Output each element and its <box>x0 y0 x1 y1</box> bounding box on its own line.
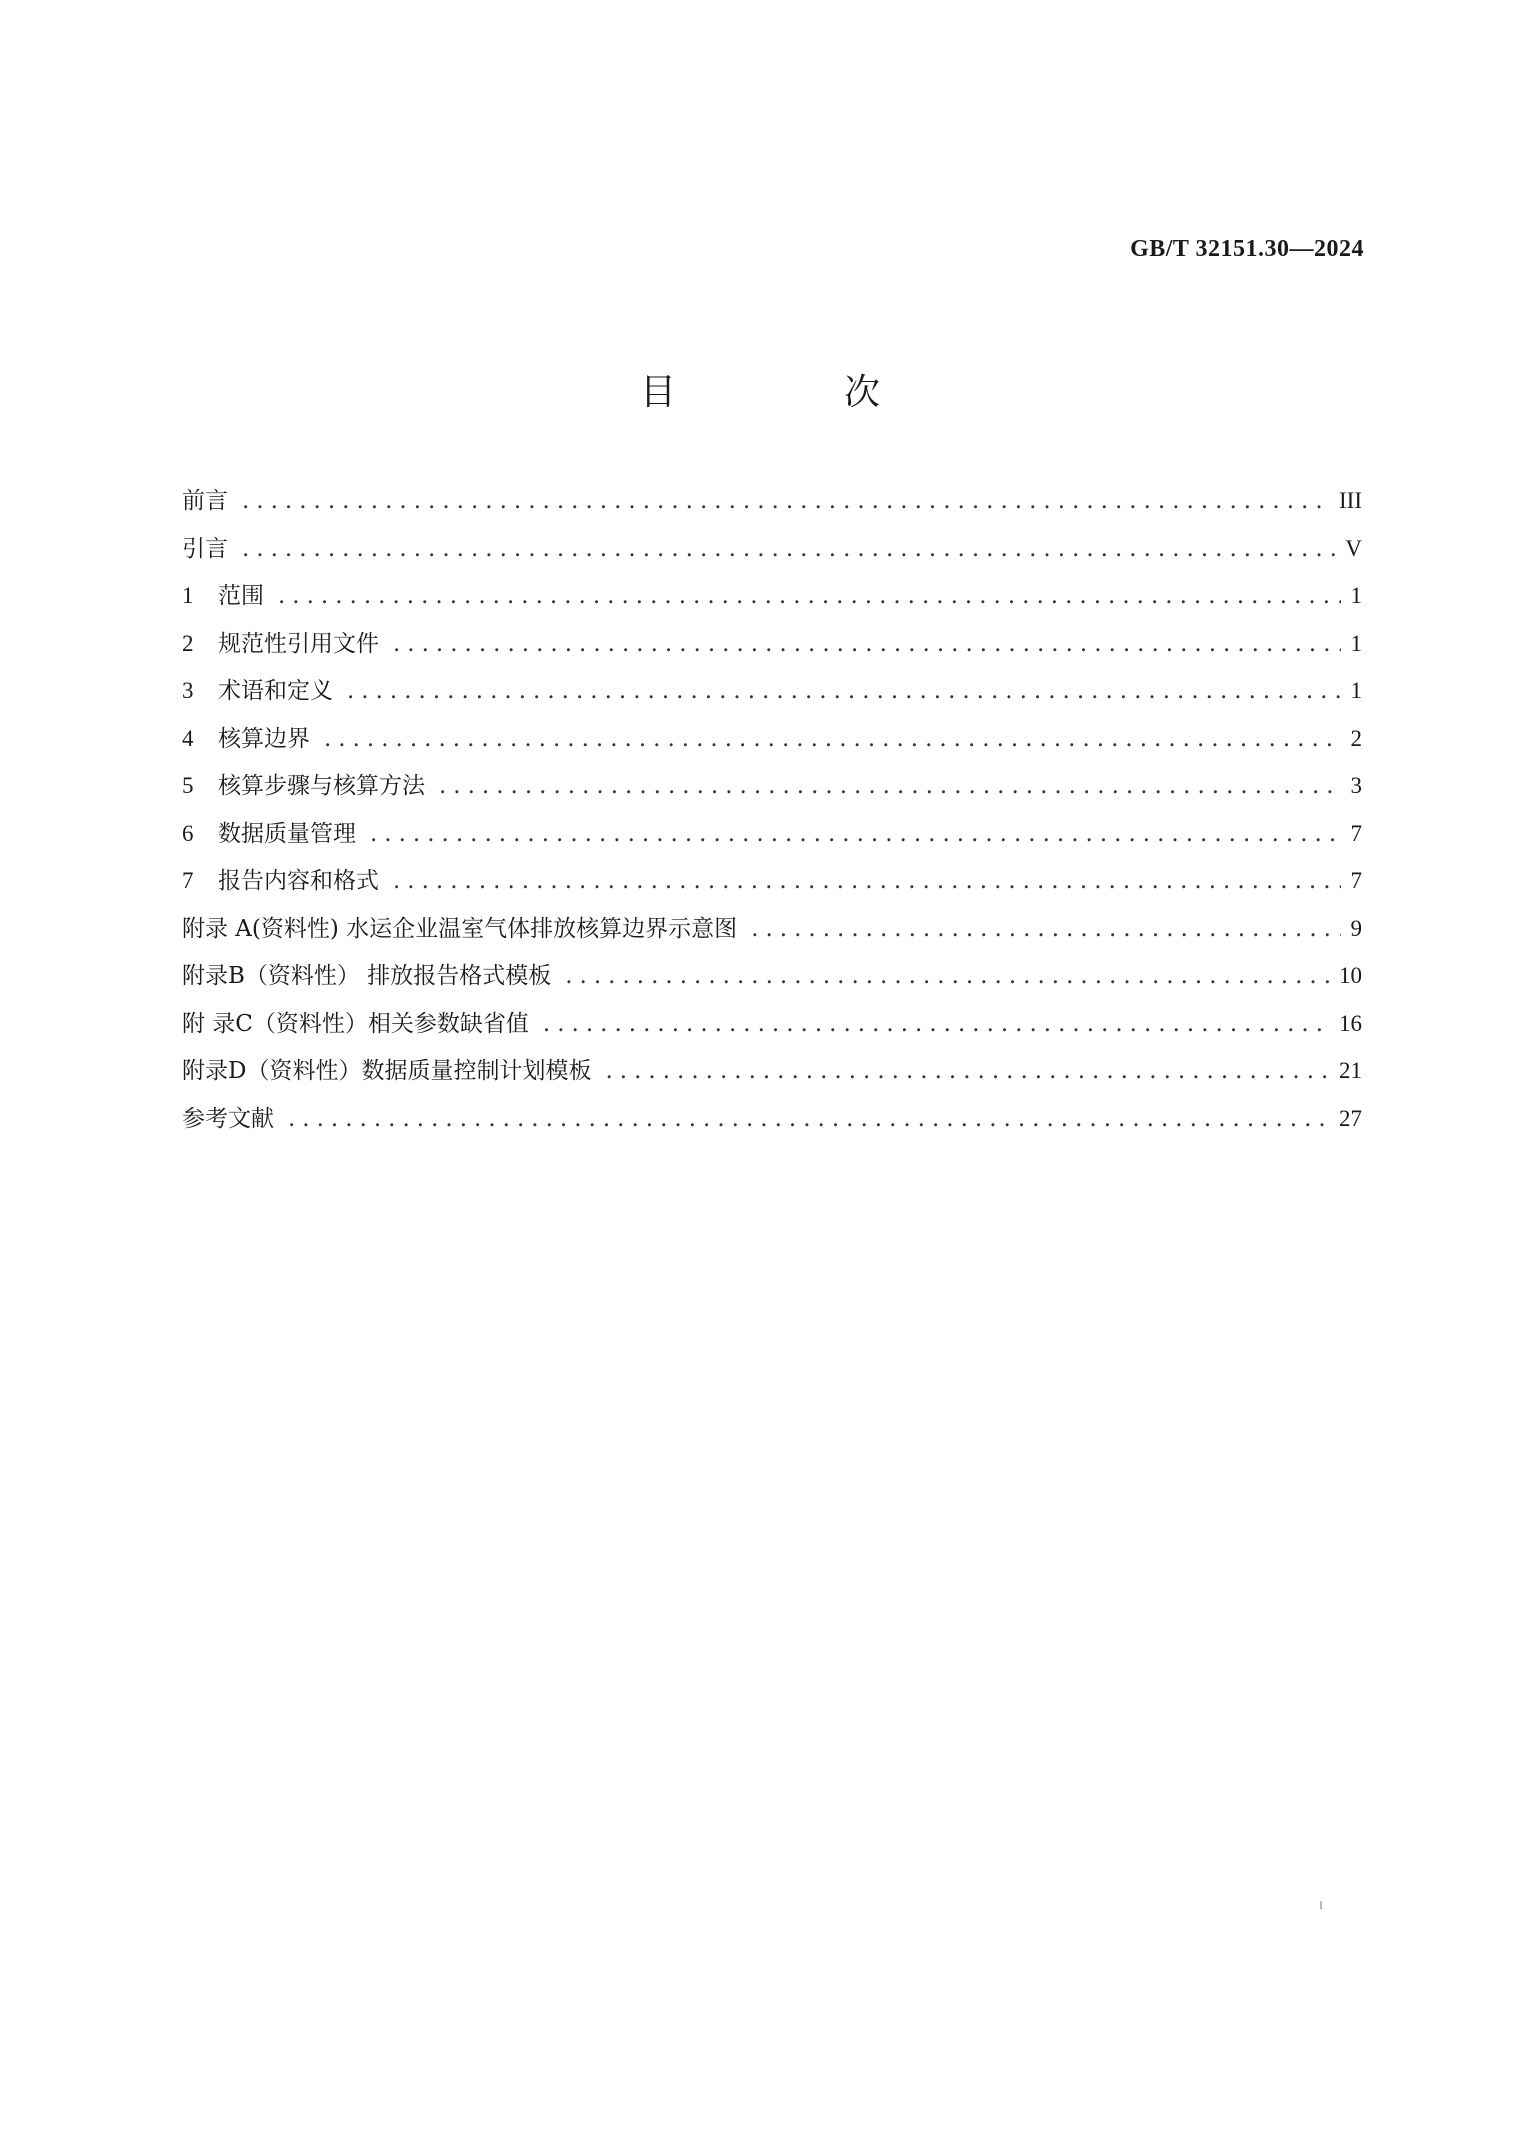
toc-entry-label: 附录D（资料性）数据质量控制计划模板 <box>182 1058 592 1084</box>
toc-entry[interactable] <box>182 534 1362 582</box>
toc-leader-dots <box>543 1009 1329 1039</box>
toc-entry-number: 5 <box>182 773 194 798</box>
toc-entry-number: 7 <box>182 868 194 893</box>
toc-entry-label: 报告内容和格式 <box>218 868 379 894</box>
toc-leader-dots <box>370 819 1341 849</box>
toc-entry-number: 3 <box>182 678 194 703</box>
toc-leader-dots <box>393 866 1341 896</box>
toc-entry-label: 核算步骤与核算方法 <box>218 773 425 799</box>
toc-leader-dots <box>347 676 1341 706</box>
toc-leader-dots <box>278 581 1341 611</box>
toc-entry[interactable] <box>182 771 1362 819</box>
toc-entry-label: 前言 <box>182 488 228 514</box>
table-of-contents <box>182 486 1362 1151</box>
toc-entry[interactable] <box>182 676 1362 724</box>
toc-entry-label: 附录 A(资料性) 水运企业温室气体排放核算边界示意图 <box>182 915 738 942</box>
toc-leader-dots <box>288 1104 1329 1134</box>
toc-leader-dots <box>242 486 1329 516</box>
toc-leader-dots <box>751 914 1340 944</box>
toc-entry-page: 10 <box>1339 963 1362 988</box>
toc-entry-page: V <box>1345 535 1362 561</box>
toc-leader-dots <box>565 961 1329 991</box>
toc-entry-label: 术语和定义 <box>218 678 333 704</box>
toc-entry-page: 7 <box>1350 868 1362 893</box>
toc-leader-dots <box>439 771 1341 801</box>
toc-entry-label: 附录B（资料性） 排放报告格式模板 <box>182 963 552 989</box>
toc-entry-page: 3 <box>1350 773 1362 798</box>
page-folio: I <box>1319 1898 1323 1912</box>
toc-entry[interactable] <box>182 866 1362 914</box>
toc-entry-label: 附 录C（资料性）相关参数缺省值 <box>182 1010 529 1037</box>
toc-leader-dots <box>605 1056 1329 1086</box>
toc-entry-label: 引言 <box>182 535 228 562</box>
toc-entry[interactable] <box>182 961 1362 1009</box>
toc-entry-page: 2 <box>1350 725 1362 751</box>
toc-entry-page: 27 <box>1339 1105 1362 1131</box>
toc-entry[interactable] <box>182 581 1362 629</box>
toc-entry-page: 1 <box>1350 678 1362 703</box>
toc-entry-label: 规范性引用文件 <box>218 630 379 657</box>
toc-entry[interactable] <box>182 486 1362 534</box>
toc-entry-number: 1 <box>182 583 194 608</box>
toc-leader-dots <box>242 534 1335 564</box>
toc-entry[interactable] <box>182 914 1362 962</box>
standard-number: GB/T 32151.30—2024 <box>1130 236 1364 262</box>
toc-entry-label: 范围 <box>218 583 264 609</box>
toc-entry[interactable] <box>182 629 1362 677</box>
toc-entry-label: 数据质量管理 <box>218 820 356 847</box>
toc-entry[interactable] <box>182 1104 1362 1152</box>
toc-entry-label: 参考文献 <box>182 1105 274 1132</box>
toc-entry[interactable] <box>182 1009 1362 1057</box>
toc-entry-page: 16 <box>1339 1010 1362 1036</box>
toc-entry[interactable] <box>182 724 1362 772</box>
toc-entry-number: 4 <box>182 725 194 751</box>
toc-entry-number: 6 <box>182 820 194 846</box>
toc-entry-page: 1 <box>1350 583 1362 608</box>
toc-entry[interactable] <box>182 819 1362 867</box>
toc-leader-dots <box>324 724 1341 754</box>
toc-entry-page: III <box>1339 488 1362 513</box>
toc-entry-page: 9 <box>1350 915 1362 941</box>
toc-entry-page: 21 <box>1339 1058 1362 1083</box>
toc-title: 目 次 <box>639 372 946 413</box>
toc-leader-dots <box>393 629 1341 659</box>
toc-entry-number: 2 <box>182 630 194 656</box>
toc-entry[interactable] <box>182 1056 1362 1104</box>
toc-entry-page: 1 <box>1350 630 1362 656</box>
toc-entry-label: 核算边界 <box>218 725 310 752</box>
toc-entry-page: 7 <box>1350 820 1362 846</box>
